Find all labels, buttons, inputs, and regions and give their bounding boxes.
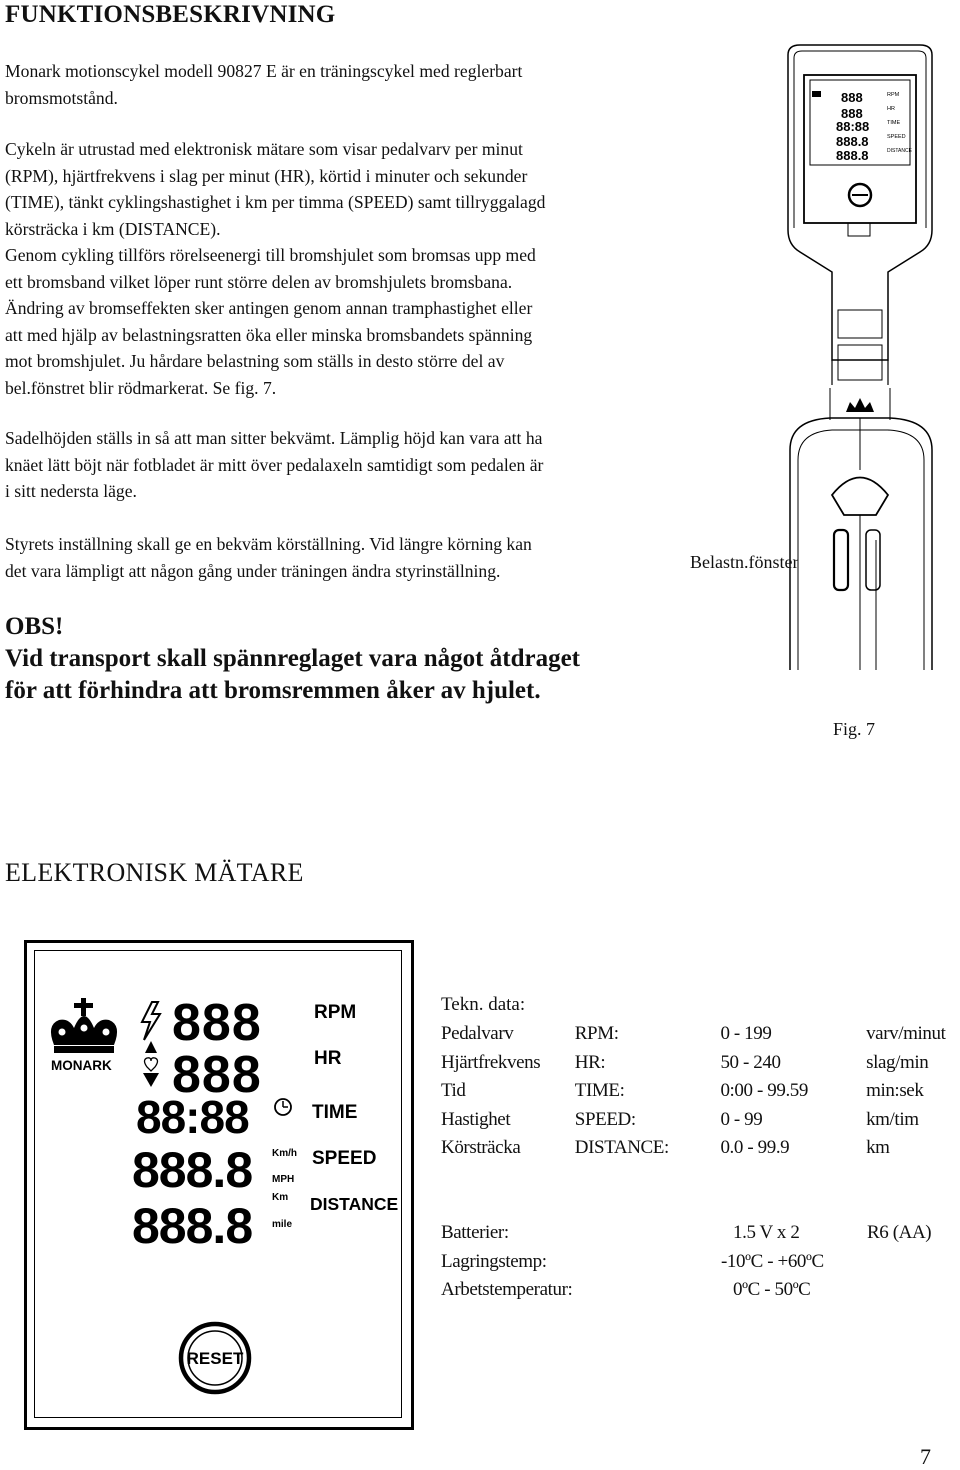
specs-cell: TIME:	[574, 1080, 625, 1102]
specs-cell: -10ºC - +60ºC	[721, 1250, 824, 1272]
specs-row	[441, 1219, 955, 1248]
console-digits: 888	[841, 106, 863, 121]
specs-row	[441, 1134, 960, 1163]
specs-cell: 0:00 - 99.59	[720, 1080, 809, 1102]
distance-digits: 888.8	[132, 1198, 253, 1254]
specs-table	[441, 1020, 960, 1163]
specs-cell: km	[866, 1137, 890, 1159]
specs-cell: 0 - 99	[720, 1108, 763, 1130]
specs-row	[441, 1077, 960, 1106]
label-distance: DISTANCE	[310, 1194, 399, 1214]
unit-mph: MPH	[272, 1174, 295, 1185]
label-rpm: RPM	[314, 1002, 357, 1023]
specs-cell: Pedalvarv	[441, 1023, 514, 1045]
meter-display	[24, 940, 414, 1430]
specs-cell: Arbetstemperatur:	[441, 1279, 573, 1301]
specs-cell: 0 - 199	[720, 1023, 772, 1045]
down-arrow-icon	[143, 1073, 159, 1087]
text-line: ett bromsband vilket löper runt större delen av bromshjulets bromsbana.	[5, 271, 513, 292]
text-line: (TIME), tänkt cyklingshastighet i km per timma (SPEED) samt tillryggalagd	[5, 192, 546, 212]
text-line: att med hjälp av belastningsratten öka eller minska bromsbandets spänning	[5, 324, 533, 345]
specs-cell: Hastighet	[441, 1108, 511, 1130]
label-hr: HR	[314, 1048, 342, 1069]
brake-window	[834, 530, 848, 590]
text-line: Styrets inställning skall ge en bekväm körställning. Vid längre körning kan	[5, 534, 532, 554]
specs-row	[441, 1276, 955, 1305]
text-line: mot bromshjulet. Ju hårdare belastning som ställs in desto större del av	[5, 351, 505, 371]
section-title: ELEKTRONISK MÄTARE	[5, 858, 304, 887]
paragraph-meter	[5, 136, 685, 242]
specs-cell: min:sek	[866, 1080, 924, 1102]
label-speed: SPEED	[312, 1148, 377, 1169]
specs-row	[441, 1049, 960, 1078]
bike-console-drawing	[770, 40, 950, 670]
text-line: bromsmotstånd.	[5, 87, 118, 108]
monark-crown-icon	[51, 998, 117, 1053]
unit-mile: mile	[272, 1219, 293, 1230]
rpm-digits: 888	[172, 994, 262, 1052]
time-digits: 88:88	[136, 1091, 249, 1143]
text-line: Genom cykling tillförs rörelseenergi till bromshjulet som bromsas upp med	[5, 245, 536, 265]
specs-cell: km/tim	[866, 1108, 919, 1130]
console-label: SPEED	[887, 134, 906, 140]
specs-cell	[867, 1248, 955, 1277]
specs-cell: Körsträcka	[441, 1137, 521, 1159]
hr-digits: 888	[172, 1046, 262, 1104]
specs-cell: 0.0 - 99.9	[720, 1137, 790, 1159]
unit-kmh: Km/h	[272, 1148, 297, 1159]
fig-callout-label: Belastn.fönster	[690, 552, 799, 572]
text-line: Ändring av bromseffekten sker antingen genom annan tramphastighet eller	[5, 298, 533, 318]
console-label: RPM	[887, 92, 900, 98]
specs-cell: Batterier:	[441, 1222, 509, 1244]
specs-cell: RPM:	[574, 1023, 619, 1045]
speed-digits: 888.8	[132, 1142, 253, 1198]
specs-cell: DISTANCE:	[574, 1137, 669, 1159]
text-line: Cykeln är utrustad med elektronisk mätare som visar pedalvarv per minut	[5, 139, 523, 159]
unit-km: Km	[272, 1192, 289, 1203]
page-title: FUNKTIONSBESKRIVNING	[5, 1, 336, 28]
text-line: det vara lämpligt att någon gång under träningen ändra styrinställning.	[5, 560, 501, 581]
console-digits: 888.8	[836, 134, 869, 149]
console-label: DISTANCE	[887, 148, 912, 154]
paragraph-intro	[5, 58, 685, 111]
specs-cell: 0ºC - 50ºC	[733, 1279, 811, 1301]
specs-cell: SPEED:	[574, 1108, 636, 1130]
text-line: (RPM), hjärtfrekvens i slag per minut (HR), körtid i minuter och sekunder	[5, 165, 528, 186]
specs-row	[441, 1106, 960, 1135]
brand-logo: MONARK	[51, 1058, 112, 1073]
specs-cell: Tid	[441, 1080, 466, 1102]
text-line: Sadelhöjden ställs in så att man sitter bekvämt. Lämplig höjd kan vara att ha	[5, 428, 543, 448]
console-digits: 88:88	[836, 119, 870, 134]
specs-row	[441, 1248, 955, 1277]
paragraph-brake	[5, 242, 685, 401]
up-arrow-icon	[145, 1041, 157, 1053]
specs-cell: 50 - 240	[720, 1051, 781, 1073]
specs-cell: HR:	[574, 1051, 606, 1073]
specs-heading: Tekn. data:	[441, 994, 526, 1015]
specs-cell: Hjärtfrekvens	[441, 1051, 541, 1073]
specs-cell: 1.5 V x 2	[733, 1222, 800, 1244]
reset-label: RESET	[186, 1349, 244, 1368]
label-time: TIME	[312, 1102, 358, 1123]
text-line: Monark motionscykel modell 90827 E är en träningscykel med reglerbart	[5, 61, 523, 81]
fig-caption: Fig. 7	[833, 719, 876, 739]
text-line: knäet lätt böjt när fotbladet är mitt över pedalaxeln samtidigt som pedalen är	[5, 454, 544, 475]
text-line: bel.fönstret blir rödmarkerat. Se fig. 7.	[5, 377, 277, 398]
specs-cell: varv/minut	[866, 1023, 946, 1045]
obs-line: för att förhindra att bromsremmen åker av hjulet.	[5, 677, 541, 704]
console-label: HR	[887, 106, 895, 112]
specs-cell: Lagringstemp:	[441, 1250, 547, 1272]
console-digits: 888	[841, 90, 863, 105]
reset-button[interactable]	[181, 1324, 249, 1392]
text-line: körsträcka i km (DISTANCE).	[5, 218, 221, 239]
paragraph-saddle	[5, 425, 695, 505]
specs-cell: slag/min	[866, 1051, 929, 1073]
lightning-icon	[142, 1002, 160, 1040]
page-number: 7	[920, 1444, 931, 1469]
specs-row	[441, 1020, 960, 1049]
text-line: i sitt nedersta läge.	[5, 481, 137, 501]
specs-cell	[867, 1276, 955, 1305]
specs-table-2	[441, 1219, 955, 1305]
obs-line: Vid transport skall spännreglaget vara något åtdraget	[5, 645, 580, 672]
console-label: TIME	[887, 120, 901, 126]
console-digits: 888.8	[836, 148, 869, 163]
specs-cell: R6 (AA)	[867, 1222, 932, 1244]
paragraph-handlebar	[5, 531, 685, 584]
obs-label: OBS!	[5, 613, 64, 640]
heart-icon	[145, 1058, 158, 1071]
